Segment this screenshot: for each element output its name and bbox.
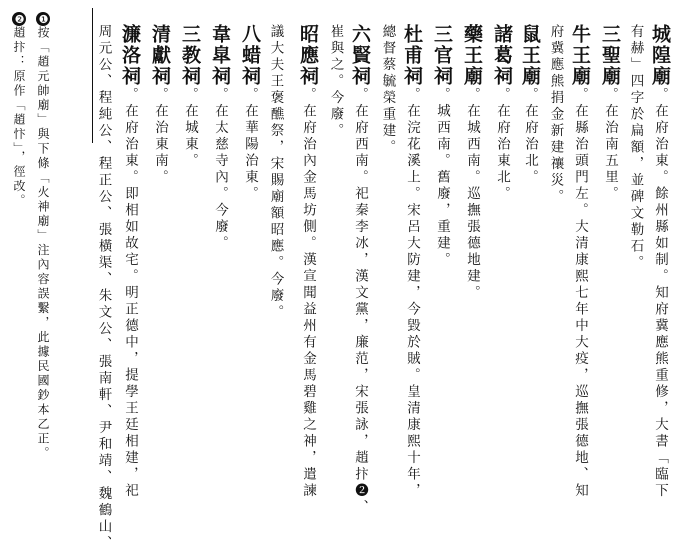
entry-liuxian-shrine <box>350 24 369 516</box>
entry-text: 。在府治東。餘州縣如制。知府冀應熊重修，大書「臨下 <box>652 87 668 500</box>
entry-zhuge-shrine <box>492 24 511 203</box>
entry-continuation <box>268 24 282 321</box>
entry-heading: 城隍廟 <box>649 24 671 87</box>
entry-text: 。在府治內金馬坊側。漢宣聞益州有金馬碧雞之神，遣諫 <box>300 87 316 500</box>
footnote-marker: ❷ <box>13 12 26 26</box>
entry-qingxian-shrine <box>150 24 169 186</box>
entry-text: 議大夫王褒醮祭，宋賜廟額昭應。今廢。 <box>267 24 284 321</box>
entry-text: 。在城東。 <box>182 87 198 170</box>
entry-heading: 濂洛祠 <box>119 24 141 87</box>
footnote-marker: ❶ <box>37 12 50 26</box>
entry-text: 有赫」四字於扁額，並碑文勒石。 <box>627 24 644 272</box>
entry-text: 。城西南。舊廢，重建。 <box>434 87 450 269</box>
entry-text: 。在治南五里。 <box>602 87 618 203</box>
footnote-text: 按「趙元帥廟」與下條「火神廟」注內容誤繫，此據民國鈔本乙正。 <box>36 26 50 461</box>
entry-sanjiao-shrine <box>180 24 199 170</box>
entry-heading: 八蜡祠 <box>239 24 261 87</box>
entry-text: 。在縣治頭門左。大清康熙七年中大疫，巡撫張德地、知 <box>572 87 588 500</box>
entry-heading: 藥王廟 <box>461 24 483 87</box>
entry-chenghuang-temple <box>650 24 669 500</box>
entry-sanguan-shrine <box>432 24 451 269</box>
entry-zhaoying-shrine <box>298 24 317 500</box>
entry-heading: 昭應祠 <box>297 24 319 87</box>
entry-text: 。在華陽治東。 <box>242 87 258 203</box>
entry-heading: 六賢祠 <box>349 24 371 87</box>
entry-shuwang-temple <box>520 24 539 186</box>
entry-heading: 鼠王廟 <box>519 24 541 87</box>
entry-text: 。在治東南。 <box>152 87 168 186</box>
entry-heading: 諸葛祠 <box>491 24 513 87</box>
entry-heading: 杜甫祠 <box>401 24 423 87</box>
entry-text: 。在府西南。祀秦李冰，漢文黨，廉范，宋張詠，趙抃❷、 <box>352 87 368 516</box>
entry-text: 。在城西南。巡撫張德地建。 <box>464 87 480 302</box>
entry-text: 。在太慈寺內。今廢。 <box>212 87 228 252</box>
entry-heading: 韋皐祠 <box>209 24 231 87</box>
entry-text: 。在府治東。即相如故宅。明正德中，提學王廷相建，祀 <box>122 87 138 500</box>
entry-bazha-shrine <box>240 24 259 203</box>
entry-text: 周元公、程純公、程正公、張橫渠、朱文公、張南軒、尹和靖、魏鶴山、 <box>95 24 112 552</box>
entry-text: 。在府治東北。 <box>494 87 510 203</box>
entry-continuation <box>96 24 110 552</box>
entry-text: 。在浣花溪上。宋呂大防建，今毀於賊。皇清康熙十年， <box>404 87 420 500</box>
entry-heading: 牛王廟 <box>569 24 591 87</box>
entry-weigao-shrine <box>210 24 229 252</box>
entry-lianluo-shrine <box>120 24 139 500</box>
footnote-text: 趙抃：原作「趙忭」，徑改。 <box>12 26 26 209</box>
entry-text: 崔與之。今廢。 <box>327 24 344 140</box>
footnote-2 <box>12 12 26 209</box>
entry-heading: 三官祠 <box>431 24 453 87</box>
entry-yaowang-temple <box>462 24 481 302</box>
entry-heading: 清獻祠 <box>149 24 171 87</box>
entry-text: 府冀應熊捐金新建禳災。 <box>547 24 564 206</box>
entry-niuwang-temple <box>570 24 589 500</box>
entry-dufu-shrine <box>402 24 421 500</box>
entry-text: 。在府治北。 <box>522 87 538 186</box>
entry-heading: 三聖廟 <box>599 24 621 87</box>
entry-continuation <box>548 24 562 206</box>
entry-sansheng-temple <box>600 24 619 203</box>
entry-heading: 三教祠 <box>179 24 201 87</box>
footnote-1 <box>36 12 50 461</box>
entry-continuation <box>328 24 342 140</box>
entry-text: 總督蔡毓榮重建。 <box>379 24 396 156</box>
entry-continuation <box>628 24 642 272</box>
footnote-divider <box>92 8 93 143</box>
entry-continuation <box>380 24 394 156</box>
